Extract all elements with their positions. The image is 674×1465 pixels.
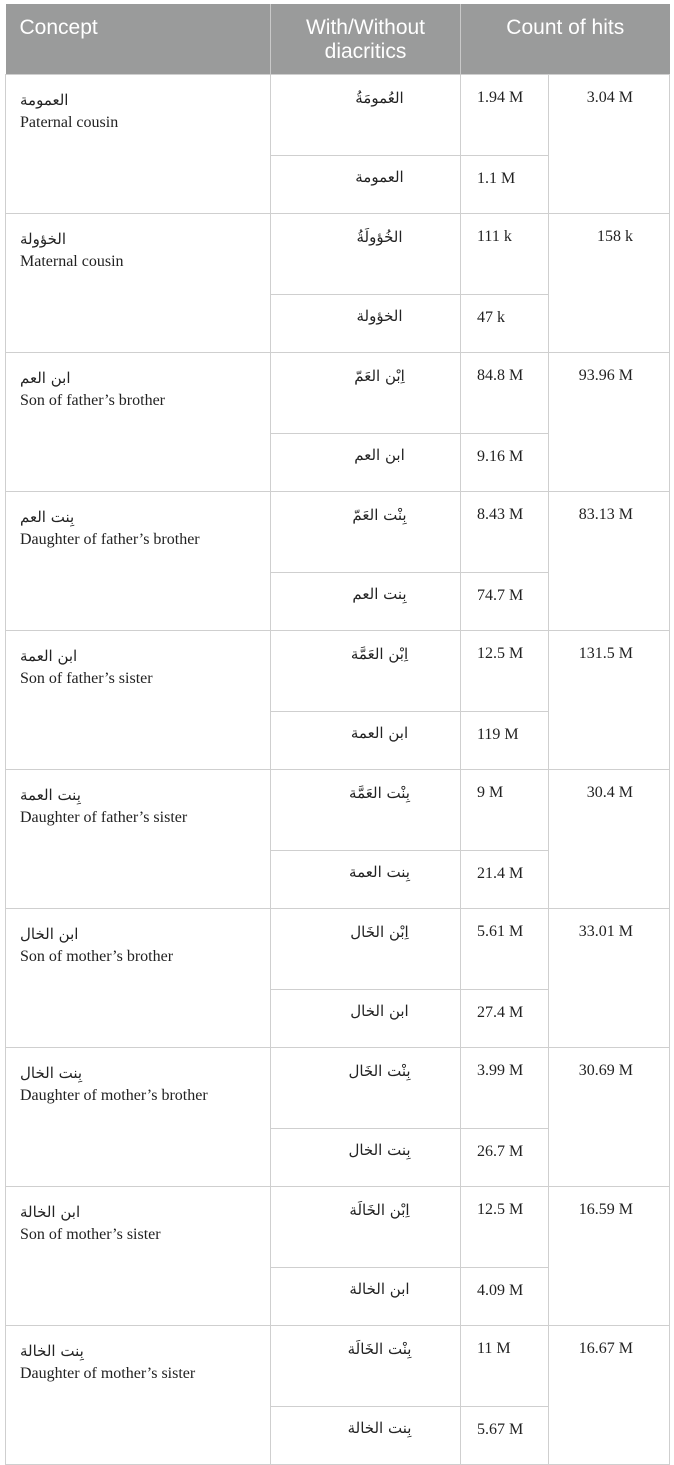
total-count: 16.59 M bbox=[549, 1186, 670, 1325]
table-row bbox=[6, 630, 670, 711]
with-diacritics-cell bbox=[271, 1047, 461, 1128]
with-diacritics-cell bbox=[271, 1186, 461, 1267]
table-row bbox=[6, 769, 670, 850]
concept-arabic bbox=[20, 1062, 270, 1084]
with-diacritics-text: اِبْن الخَال bbox=[350, 922, 409, 941]
concept-cell bbox=[6, 1325, 271, 1464]
concept-english: Maternal cousin bbox=[20, 252, 124, 270]
concept-english: Son of father’s sister bbox=[20, 669, 153, 687]
with-diacritics-count: 9 M bbox=[461, 769, 549, 850]
concept-arabic-text: ابن العم bbox=[20, 368, 71, 387]
with-diacritics-text: بِنْت الخَالَة bbox=[347, 1339, 412, 1358]
without-diacritics-count: 4.09 M bbox=[461, 1267, 549, 1325]
concept-english: Daughter of mother’s sister bbox=[20, 1364, 196, 1382]
without-diacritics-count: 9.16 M bbox=[461, 433, 549, 491]
concept-arabic-text: العمومة bbox=[20, 90, 69, 109]
cousin-terms-table bbox=[5, 4, 670, 1465]
with-diacritics-count: 84.8 M bbox=[461, 352, 549, 433]
without-diacritics-cell bbox=[271, 572, 461, 630]
without-diacritics-cell bbox=[271, 850, 461, 908]
table-row bbox=[6, 1325, 670, 1406]
concept-arabic bbox=[20, 923, 270, 945]
concept-arabic-text: ابن الخالة bbox=[20, 1202, 81, 1221]
concept-arabic bbox=[20, 1340, 270, 1362]
concept-cell bbox=[6, 74, 271, 213]
with-diacritics-cell bbox=[271, 213, 461, 294]
with-diacritics-text: اِبْن العَمّ bbox=[354, 366, 405, 385]
without-diacritics-cell bbox=[271, 1267, 461, 1325]
concept-arabic-text: الخؤولة bbox=[20, 229, 67, 248]
without-diacritics-cell bbox=[271, 1406, 461, 1464]
concept-cell bbox=[6, 1186, 271, 1325]
concept-arabic-text: بِنت العمة bbox=[20, 785, 81, 804]
concept-english: Daughter of mother’s brother bbox=[20, 1086, 208, 1104]
with-diacritics-cell bbox=[271, 908, 461, 989]
concept-cell bbox=[6, 491, 271, 630]
concept-arabic bbox=[20, 506, 270, 528]
with-diacritics-count: 8.43 M bbox=[461, 491, 549, 572]
without-diacritics-cell bbox=[271, 989, 461, 1047]
with-diacritics-cell bbox=[271, 1325, 461, 1406]
concept-arabic-text: ابن العمة bbox=[20, 646, 78, 665]
header-count: Count of hits bbox=[461, 4, 670, 74]
table-row bbox=[6, 1186, 670, 1267]
without-diacritics-cell bbox=[271, 155, 461, 213]
concept-arabic bbox=[20, 367, 270, 389]
concept-arabic-text: بِنت العم bbox=[20, 507, 75, 526]
without-diacritics-cell bbox=[271, 1128, 461, 1186]
with-diacritics-count: 12.5 M bbox=[461, 1186, 549, 1267]
total-count: 16.67 M bbox=[549, 1325, 670, 1464]
concept-cell bbox=[6, 213, 271, 352]
without-diacritics-text: ابن الخالة bbox=[349, 1279, 410, 1298]
with-diacritics-text: العُمومَةُ bbox=[355, 88, 404, 107]
without-diacritics-text: العمومة bbox=[355, 167, 404, 186]
concept-cell bbox=[6, 908, 271, 1047]
concept-arabic-text: بِنت الخال bbox=[20, 1063, 83, 1082]
table-row bbox=[6, 352, 670, 433]
without-diacritics-count: 5.67 M bbox=[461, 1406, 549, 1464]
with-diacritics-count: 111 k bbox=[461, 213, 549, 294]
with-diacritics-cell bbox=[271, 630, 461, 711]
with-diacritics-text: بِنْت العَمّ bbox=[352, 505, 407, 524]
without-diacritics-cell bbox=[271, 433, 461, 491]
concept-english: Paternal cousin bbox=[20, 113, 119, 131]
with-diacritics-text: بِنْت العَمَّة bbox=[349, 783, 410, 802]
without-diacritics-count: 1.1 M bbox=[461, 155, 549, 213]
concept-english: Son of mother’s brother bbox=[20, 947, 174, 965]
with-diacritics-count: 5.61 M bbox=[461, 908, 549, 989]
concept-arabic bbox=[20, 228, 270, 250]
without-diacritics-text: ابن العم bbox=[354, 445, 405, 464]
with-diacritics-count: 3.99 M bbox=[461, 1047, 549, 1128]
total-count: 93.96 M bbox=[549, 352, 670, 491]
header-row bbox=[6, 4, 670, 74]
concept-arabic-text: ابن الخال bbox=[20, 924, 79, 943]
without-diacritics-cell bbox=[271, 711, 461, 769]
without-diacritics-text: بِنت العم bbox=[352, 584, 407, 603]
concept-arabic bbox=[20, 784, 270, 806]
concept-arabic bbox=[20, 1201, 270, 1223]
table-row bbox=[6, 213, 670, 294]
without-diacritics-count: 27.4 M bbox=[461, 989, 549, 1047]
table-row bbox=[6, 491, 670, 572]
with-diacritics-count: 11 M bbox=[461, 1325, 549, 1406]
without-diacritics-text: بِنت الخال bbox=[348, 1140, 411, 1159]
concept-english: Son of mother’s sister bbox=[20, 1225, 161, 1243]
with-diacritics-count: 12.5 M bbox=[461, 630, 549, 711]
table-row bbox=[6, 908, 670, 989]
with-diacritics-cell bbox=[271, 491, 461, 572]
with-diacritics-cell bbox=[271, 74, 461, 155]
table-row bbox=[6, 74, 670, 155]
without-diacritics-text: ابن الخال bbox=[350, 1001, 409, 1020]
header-concept: Concept bbox=[6, 4, 271, 74]
concept-english: Daughter of father’s sister bbox=[20, 808, 188, 826]
with-diacritics-cell bbox=[271, 769, 461, 850]
table-body bbox=[6, 74, 670, 1464]
without-diacritics-count: 21.4 M bbox=[461, 850, 549, 908]
concept-cell bbox=[6, 630, 271, 769]
with-diacritics-count: 1.94 M bbox=[461, 74, 549, 155]
without-diacritics-text: ابن العمة bbox=[350, 723, 409, 742]
total-count: 30.69 M bbox=[549, 1047, 670, 1186]
without-diacritics-count: 47 k bbox=[461, 294, 549, 352]
concept-arabic-text: بِنت الخالة bbox=[20, 1341, 84, 1360]
without-diacritics-count: 74.7 M bbox=[461, 572, 549, 630]
concept-arabic bbox=[20, 645, 270, 667]
total-count: 83.13 M bbox=[549, 491, 670, 630]
total-count: 3.04 M bbox=[549, 74, 670, 213]
without-diacritics-text: الخؤولة bbox=[356, 306, 403, 325]
concept-cell bbox=[6, 352, 271, 491]
concept-arabic bbox=[20, 89, 270, 111]
with-diacritics-text: اِبْن العَمَّة bbox=[350, 644, 409, 663]
without-diacritics-count: 26.7 M bbox=[461, 1128, 549, 1186]
total-count: 158 k bbox=[549, 213, 670, 352]
concept-english: Son of father’s brother bbox=[20, 391, 165, 409]
without-diacritics-count: 119 M bbox=[461, 711, 549, 769]
header-diacritics: With/Without diacritics bbox=[271, 4, 461, 74]
with-diacritics-text: بِنْت الخَال bbox=[348, 1061, 411, 1080]
concept-cell bbox=[6, 769, 271, 908]
with-diacritics-text: اِبْن الخَالَة bbox=[349, 1200, 410, 1219]
total-count: 30.4 M bbox=[549, 769, 670, 908]
table-row bbox=[6, 1047, 670, 1128]
total-count: 131.5 M bbox=[549, 630, 670, 769]
without-diacritics-text: بِنت العمة bbox=[349, 862, 410, 881]
total-count: 33.01 M bbox=[549, 908, 670, 1047]
concept-english: Daughter of father’s brother bbox=[20, 530, 200, 548]
without-diacritics-text: بِنت الخالة bbox=[347, 1418, 412, 1437]
without-diacritics-cell bbox=[271, 294, 461, 352]
with-diacritics-cell bbox=[271, 352, 461, 433]
concept-cell bbox=[6, 1047, 271, 1186]
with-diacritics-text: الخُؤولَةُ bbox=[356, 227, 403, 246]
